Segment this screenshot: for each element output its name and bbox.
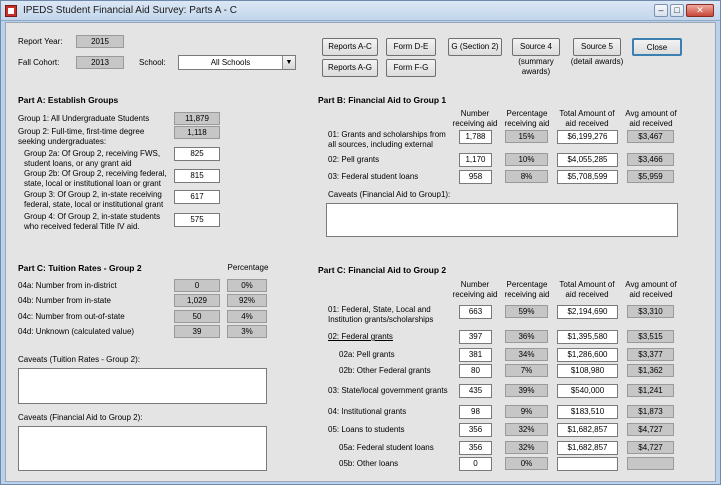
c-row9-label: 05b: Other loans (339, 459, 399, 468)
group4-value: 575 (174, 213, 220, 227)
c-row9-avg (627, 457, 674, 470)
g-section2-button[interactable]: G (Section 2) (448, 38, 502, 56)
part-c-aid-title: Part C: Financial Aid to Group 2 (318, 265, 447, 275)
close-window-icon[interactable]: ✕ (686, 4, 714, 17)
c-row2-total: $1,395,580 (557, 330, 618, 344)
tuition-04c-value: 50 (174, 310, 220, 323)
school-select-value: All Schools (210, 58, 251, 67)
c-row4-num: 80 (459, 364, 492, 378)
tuition-04b-label: 04b: Number from in-state (18, 296, 111, 305)
percentage-header: Percentage (227, 263, 269, 272)
b-row2-num: 1,170 (459, 153, 492, 167)
group3-label: Group 3: Of Group 2, in-state receiving federal, state, local or institutional grant (24, 190, 164, 209)
b-row2-pct: 10% (505, 153, 548, 166)
report-year-label: Report Year: (18, 37, 63, 46)
caveats-tuition-textarea[interactable] (18, 368, 267, 404)
source4-button[interactable]: Source 4 (512, 38, 560, 56)
c-row4-label: 02b: Other Federal grants (339, 366, 431, 375)
c-row1-label: 01: Federal, State, Local and Institution grants/scholarships (328, 305, 434, 324)
c-header-num: Number receiving aid (452, 280, 498, 299)
c-row5-label: 03: State/local government grants (328, 386, 448, 395)
group2a-value: 825 (174, 147, 220, 161)
b-header-avg: Avg amount of aid received (625, 109, 677, 128)
tuition-04c-label: 04c: Number from out-of-state (18, 312, 125, 321)
c-row1-num: 663 (459, 305, 492, 319)
c-row4-total: $108,980 (557, 364, 618, 378)
c-row2-num: 397 (459, 330, 492, 344)
c-row7-label: 05: Loans to students (328, 425, 405, 434)
b-header-num: Number receiving aid (452, 109, 498, 128)
tuition-04d-label: 04d: Unknown (calculated value) (18, 327, 135, 336)
tuition-04c-pct: 4% (227, 310, 267, 323)
reports-ag-button[interactable]: Reports A-G (322, 59, 378, 77)
b-header-total: Total Amount of aid received (559, 109, 615, 128)
c-row3-pct: 34% (505, 348, 548, 361)
close-button[interactable]: Close (632, 38, 682, 56)
c-header-pct: Percentage receiving aid (504, 280, 550, 299)
c-row2-avg: $3,515 (627, 330, 674, 343)
c-header-avg: Avg amount of aid received (625, 280, 677, 299)
b-row1-num: 1,788 (459, 130, 492, 144)
c-row8-num: 356 (459, 441, 492, 455)
part-b-title: Part B: Financial Aid to Group 1 (318, 95, 447, 105)
caveats-group1-label: Caveats (Financial Aid to Group1): (328, 190, 451, 199)
tuition-04a-label: 04a: Number from in-district (18, 281, 117, 290)
b-row3-pct: 8% (505, 170, 548, 183)
group3-value: 617 (174, 190, 220, 204)
c-row3-avg: $3,377 (627, 348, 674, 361)
group2b-label: Group 2b: Of Group 2, receiving federal, state, local or institutional loan or grant (24, 169, 167, 188)
group2a-label: Group 2a: Of Group 2, receiving FWS, student loans, or any grant aid (24, 149, 161, 168)
caveats-group1-textarea[interactable] (326, 203, 678, 237)
b-row3-total: $5,708,599 (557, 170, 618, 184)
form-de-button[interactable]: Form D-E (386, 38, 436, 56)
c-row8-label: 05a: Federal student loans (339, 443, 434, 452)
window-title: IPEDS Student Financial Aid Survey: Parts A - C (23, 5, 237, 16)
caveats-aid-group2-textarea[interactable] (18, 426, 267, 471)
c-row8-pct: 32% (505, 441, 548, 454)
b-row1-avg: $3,467 (627, 130, 674, 143)
b-row2-label: 02: Pell grants (328, 155, 380, 164)
group2-label: Group 2: Full-time, first-time degree seeking undergraduates: (18, 127, 145, 146)
c-row2-pct: 36% (505, 330, 548, 343)
b-row1-label: 01: Grants and scholarships from all sources, including external (328, 130, 446, 149)
form-fg-button[interactable]: Form F-G (386, 59, 436, 77)
c-row5-num: 435 (459, 384, 492, 398)
reports-ac-button[interactable]: Reports A-C (322, 38, 378, 56)
maximize-icon[interactable]: □ (670, 4, 684, 17)
c-row3-num: 381 (459, 348, 492, 362)
c-row7-total: $1,682,857 (557, 423, 618, 437)
fall-cohort-label: Fall Cohort: (18, 58, 60, 67)
school-label: School: (139, 58, 166, 67)
b-row2-total: $4,055,285 (557, 153, 618, 167)
c-row4-pct: 7% (505, 364, 548, 377)
c-row7-avg: $4,727 (627, 423, 674, 436)
c-row7-pct: 32% (505, 423, 548, 436)
c-header-total: Total Amount of aid received (559, 280, 615, 299)
chevron-down-icon[interactable]: ▼ (282, 56, 295, 69)
c-row4-avg: $1,362 (627, 364, 674, 377)
title-bar[interactable] (1, 1, 720, 21)
b-row1-pct: 15% (505, 130, 548, 143)
tuition-04b-value: 1,029 (174, 294, 220, 307)
group4-label: Group 4: Of Group 2, in-state students who received federal Title IV aid. (24, 212, 161, 231)
minimize-icon[interactable]: – (654, 4, 668, 17)
c-row1-avg: $3,310 (627, 305, 674, 318)
c-row9-num: 0 (459, 457, 492, 471)
c-row3-label: 02a: Pell grants (339, 350, 395, 359)
c-row6-label: 04: Institutional grants (328, 407, 407, 416)
c-row1-pct: 59% (505, 305, 548, 318)
c-row9-total (557, 457, 618, 471)
b-row2-avg: $3,466 (627, 153, 674, 166)
c-row6-avg: $1,873 (627, 405, 674, 418)
group2-value: 1,118 (174, 126, 220, 139)
source4-subtitle: (summary awards) (518, 57, 554, 76)
part-c-tuition-title: Part C: Tuition Rates - Group 2 (18, 263, 142, 273)
group1-value: 11,879 (174, 112, 220, 125)
part-a-title: Part A: Establish Groups (18, 95, 119, 105)
group1-label: Group 1: All Undergraduate Students (18, 114, 150, 123)
b-row3-num: 958 (459, 170, 492, 184)
source5-subtitle: (detail awards) (570, 57, 624, 66)
b-row1-total: $6,199,276 (557, 130, 618, 144)
b-row3-label: 03: Federal student loans (328, 172, 419, 181)
tuition-04a-value: 0 (174, 279, 220, 292)
tuition-04d-value: 39 (174, 325, 220, 338)
tuition-04d-pct: 3% (227, 325, 267, 338)
c-row2-label: 02: Federal grants (328, 332, 393, 341)
app-icon (5, 5, 17, 17)
c-row7-num: 356 (459, 423, 492, 437)
c-row6-pct: 9% (505, 405, 548, 418)
b-row3-avg: $5,959 (627, 170, 674, 183)
tuition-04a-pct: 0% (227, 279, 267, 292)
c-row5-pct: 39% (505, 384, 548, 397)
form-body (5, 22, 716, 482)
caveats-aid-group2-label: Caveats (Financial Aid to Group 2): (18, 413, 143, 422)
b-header-pct: Percentage receiving aid (504, 109, 550, 128)
school-select[interactable] (178, 55, 296, 70)
c-row8-avg: $4,727 (627, 441, 674, 454)
fall-cohort-value: 2013 (76, 56, 124, 69)
source5-button[interactable]: Source 5 (573, 38, 621, 56)
tuition-04b-pct: 92% (227, 294, 267, 307)
c-row5-total: $540,000 (557, 384, 618, 398)
group2b-value: 815 (174, 169, 220, 183)
c-row5-avg: $1,241 (627, 384, 674, 397)
c-row3-total: $1,286,600 (557, 348, 618, 362)
c-row1-total: $2,194,690 (557, 305, 618, 319)
report-year-value: 2015 (76, 35, 124, 48)
c-row8-total: $1,682,857 (557, 441, 618, 455)
c-row6-total: $183,510 (557, 405, 618, 419)
caveats-tuition-label: Caveats (Tuition Rates - Group 2): (18, 355, 140, 364)
c-row9-pct: 0% (505, 457, 548, 470)
c-row6-num: 98 (459, 405, 492, 419)
